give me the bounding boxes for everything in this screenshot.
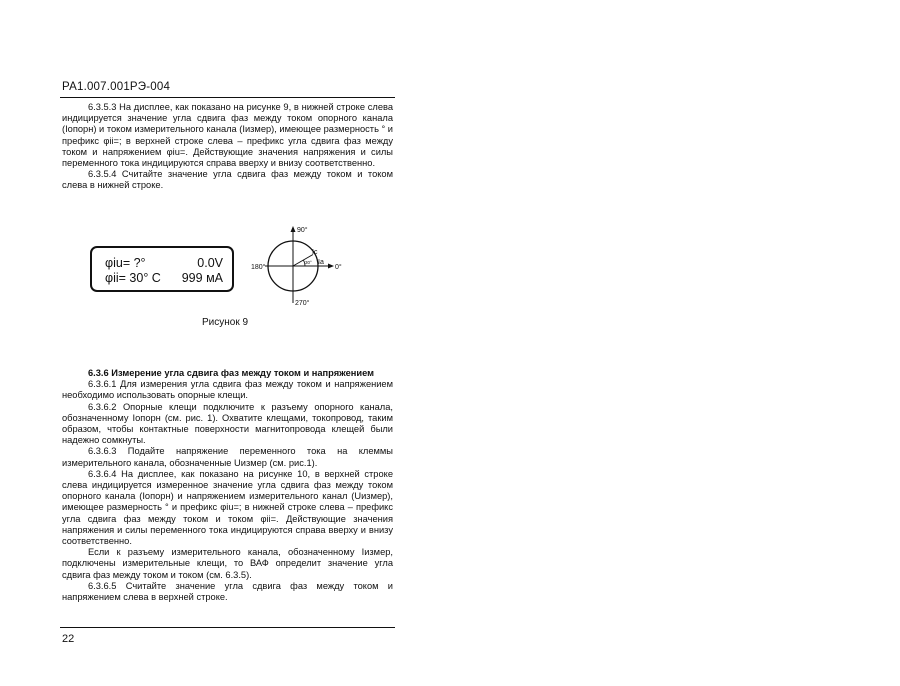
- arrow-0-icon: [328, 264, 334, 269]
- section-6-3-6-text: [62, 368, 393, 603]
- label-angle: 30°: [305, 260, 312, 265]
- phasor-diagram: [245, 223, 345, 309]
- lcd-phase-iu: φiu= ?°: [105, 256, 146, 270]
- page-number: 22: [62, 633, 75, 645]
- label-270: 270°: [295, 300, 310, 307]
- lcd-display-figure: [90, 246, 234, 292]
- lcd-phase-ii: φii= 30° C: [105, 271, 161, 285]
- lcd-current: 999 мА: [181, 271, 223, 285]
- label-ia: Ia: [318, 259, 324, 266]
- header-rule: [60, 97, 395, 98]
- lcd-row-top: [105, 255, 223, 271]
- paragraph-6-3-5-4: 6.3.5.4 Считайте значение угла сдвига фаз между током и током слева в нижней строке.: [62, 169, 393, 191]
- lcd-voltage: 0.0V: [197, 256, 223, 270]
- label-90: 90°: [297, 227, 308, 234]
- arrow-90-icon: [291, 226, 296, 232]
- footer-rule: [60, 627, 395, 628]
- label-0: 0°: [335, 264, 342, 271]
- lcd-row-bottom: [105, 270, 223, 286]
- paragraph-6-3-6-5: 6.3.6.5 Считайте значение угла сдвига фаз между током и напряжением слева в верхней строке.: [62, 580, 393, 603]
- figure-caption: Рисунок 9: [202, 317, 249, 328]
- section-6-3-5-text: [62, 102, 393, 192]
- paragraph-6-3-5-3: 6.3.5.3 На дисплее, как показано на рисунке 9, в нижней строке слева индицируется значение угла сдвига фаз между током опорного канала (Iопорн) и током измерительного канала (Iизмер), имеющее размерность ° и префикс φii=; в верхней строке слева – префикс угла сдвига фаз между током и напряжением φiu=. Действующие значения напряжения и силы переменного тока индицируются справа вверху и внизу соответственно.: [62, 102, 393, 169]
- paragraph-6-3-6-2: 6.3.6.2 Опорные клещи подключите к разъему опорного канала, обозначенному Iопорн (см. рис. 1). Охватите клещами, токопровод, таким образом, чтобы контактные поверхности магнитопровода клещей были надежно сомкнуты.: [62, 401, 393, 446]
- paragraph-6-3-6-1: 6.3.6.1 Для измерения угла сдвига фаз между током и напряжением необходимо использовать опорные клещи.: [62, 379, 393, 401]
- section-heading: 6.3.6 Измерение угла сдвига фаз между током и напряжением: [88, 368, 375, 378]
- label-ic: Ic: [312, 249, 318, 256]
- document-code: РА1.007.001РЭ-004: [62, 81, 171, 93]
- paragraph-6-3-6-4: 6.3.6.4 На дисплее, как показано на рисунке 10, в верхней строке слева индицируется измеренное значение угла сдвига фаз между током опорного канала (Iопорн) и напряжением измерительного канал (Uизмер), имеющее размерность ° и префикс φiu=; в нижней строке слева – префикс угла сдвига фаз между током и током φii=. Действующие значения напряжения и силы переменного тока индицируются справа вверху и внизу соответственно.: [62, 468, 393, 547]
- paragraph-note: Если к разъему измерительного канала, обозначенному Iизмер, подключены измерительные клещи, то ВАФ определит значение угла сдвига фаз между током и током (см. 6.3.5).: [62, 547, 393, 580]
- paragraph-6-3-6-3: 6.3.6.3 Подайте напряжение переменного тока на клеммы измерительного канала, обозначенные Uизмер (см. рис.1).: [62, 446, 393, 468]
- label-180: 180°: [251, 264, 266, 271]
